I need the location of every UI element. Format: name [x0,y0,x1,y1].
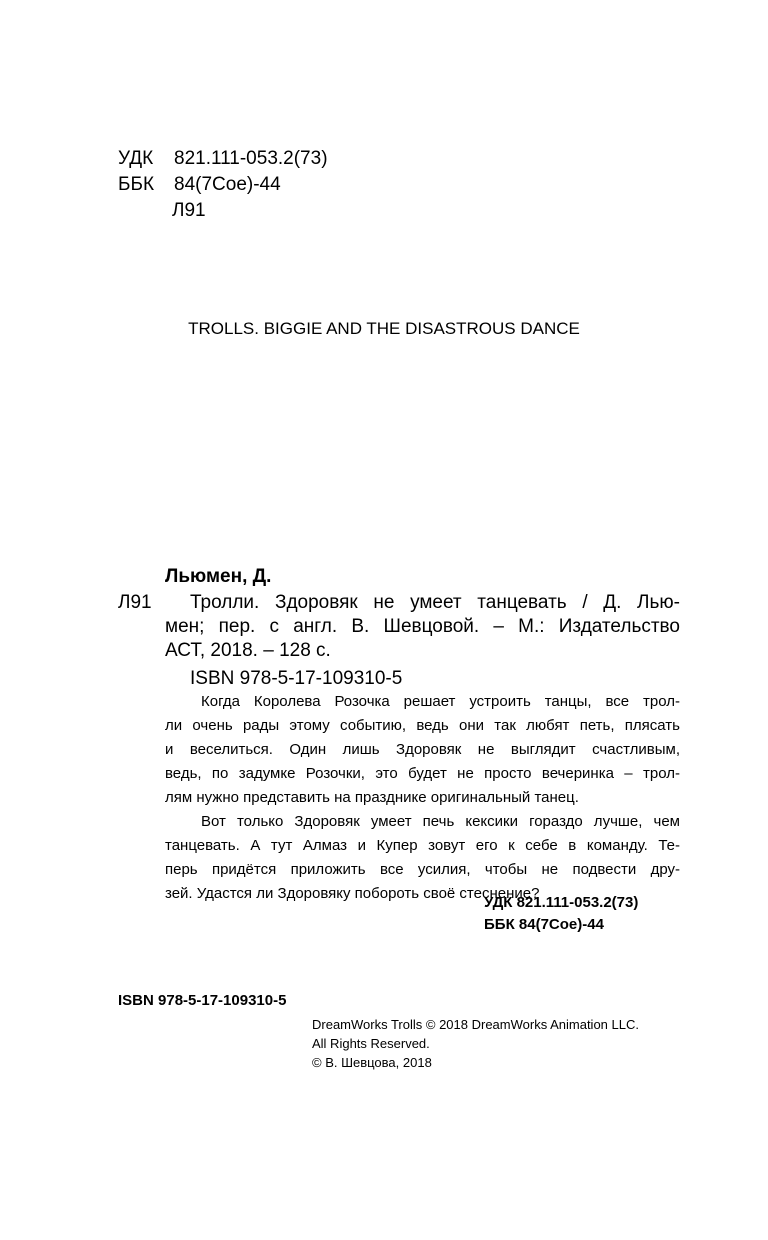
annotation-line: Вот только Здоровяк умеет печь кексики гораздо лучше, чем [201,813,680,830]
author-mark-header: Л91 [172,200,206,221]
annotation-line: перь придётся приложить все усилия, чтобы не подвести дру- [165,861,680,878]
bbk-label: ББК [118,174,155,195]
udk-label: УДК [118,148,154,169]
copyright-line: All Rights Reserved. [312,1036,430,1051]
annotation-bbk: ББК 84(7Сое)-44 [484,916,604,933]
udk-line [118,146,328,172]
annotation-line: Когда Королева Розочка решает устроить танцы, все трол- [201,693,680,710]
annotation-line: и веселиться. Один лишь Здоровяк не выглядит счастливым, [165,741,680,758]
footer-isbn: ISBN 978-5-17-109310-5 [118,992,287,1009]
annotation-line: ведь, по задумке Розочки, это будет не просто вечеринка – трол- [165,765,680,782]
catalog-description-line: Тролли. Здоровяк не умеет танцевать / Д. Лью- [190,592,680,613]
bbk-line [118,172,281,198]
copyright-line: © В. Шевцова, 2018 [312,1055,432,1070]
udk-value: 821.111-053.2(73) [174,148,328,169]
annotation-line: зей. Удастся ли Здоровяку побороть своё стеснение? [165,885,540,902]
bbk-value: 84(7Сое)-44 [174,174,281,195]
annotation [165,690,680,906]
annotation-line: танцевать. А тут Алмаз и Купер зовут его к себе в команду. Те- [165,837,680,854]
catalog-isbn: ISBN 978-5-17-109310-5 [190,668,403,689]
annotation-line: лям нужно представить на празднике оригинальный танец. [165,789,579,806]
original-title: TROLLS. BIGGIE AND THE DISASTROUS DANCE [188,319,580,338]
catalog-author-mark: Л91 [118,592,152,613]
annotation-line: ли очень рады этому событию, ведь они так любят петь, плясать [165,717,680,734]
catalog-author: Льюмен, Д. [165,566,272,587]
copyright-line: DreamWorks Trolls © 2018 DreamWorks Animation LLC. [312,1017,639,1032]
catalog-description-line: мен; пер. с англ. В. Шевцовой. – М.: Издательство [165,616,680,637]
catalog-description-line: АСТ, 2018. – 128 с. [165,640,331,661]
annotation-udk: УДК 821.111-053.2(73) [484,894,639,911]
